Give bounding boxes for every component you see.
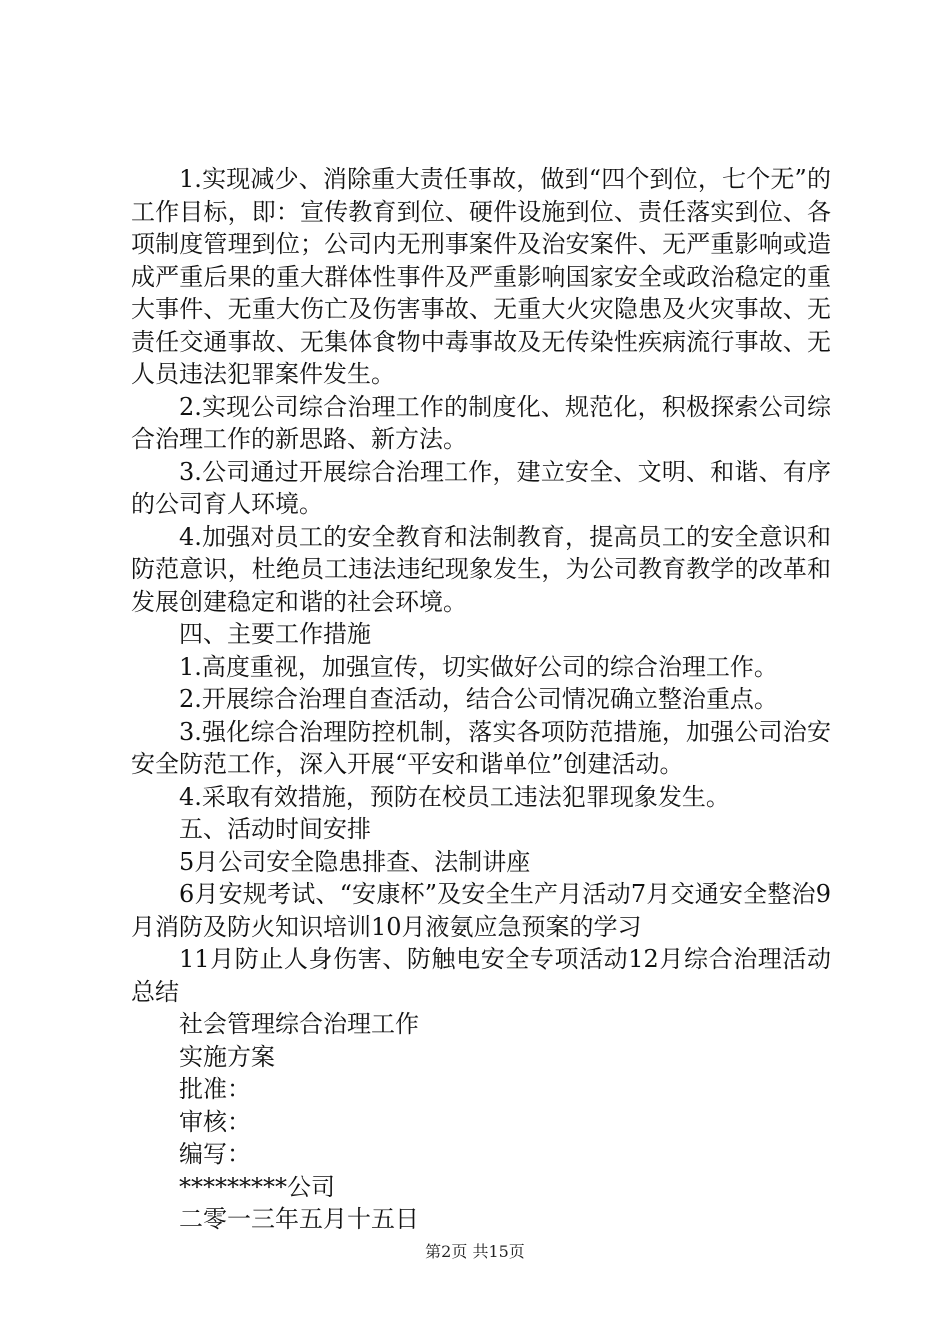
approval-line: 批准： — [179, 1075, 251, 1103]
paragraph-measure-3: 3.强化综合治理防控机制，落实各项防范措施，加强公司治安安全防范工作，深入开展“平安和谐单位”创建活动。 — [131, 717, 831, 778]
paragraph-goal-1: 1.实现减少、消除重大责任事故，做到“四个到位，七个无”的工作目标，即：宣传教育到位、硬件设施到位、责任落实到位、各项制度管理到位；公司内无刑事案件及治安案件、无严重影响或造成严重后果的重大群体性事件及严重影响国家安全或政治稳定的重大事件、无重大伤亡及伤害事故、无重大火灾隐患及火灾事故、无责任交通事故、无集体食物中毒事故及无传染性疾病流行事故、无人员违法犯罪案件发生。 — [131, 165, 831, 388]
paragraph-measure-4: 4.采取有效措施，预防在校员工违法犯罪现象发生。 — [179, 782, 730, 811]
paragraph-measure-1: 1.高度重视，加强宣传，切实做好公司的综合治理工作。 — [179, 652, 778, 681]
author-line: 编写： — [179, 1140, 251, 1168]
paragraph-schedule-june-october: 6月安规考试、“安康杯”及安全生产月活动7月交通安全整治9月消防及防火知识培训10月液氨应急预案的学习 — [131, 880, 831, 941]
section-heading-measures: 四、主要工作措施 — [179, 620, 371, 648]
document-body — [131, 163, 831, 1236]
paragraph-goal-4: 4.加强对员工的安全教育和法制教育，提高员工的安全意识和防范意识，杜绝员工违法违纪现象发生，为公司教育教学的改革和发展创建稳定和谐的社会环境。 — [131, 522, 831, 616]
document-title-line-2: 实施方案 — [179, 1042, 275, 1071]
page-number-footer: 第2页 共15页 — [425, 1242, 525, 1261]
paragraph-schedule-november-december: 11月防止人身伤害、防触电安全专项活动12月综合治理活动总结 — [131, 945, 831, 1006]
paragraph-measure-2: 2.开展综合治理自查活动，结合公司情况确立整治重点。 — [179, 685, 778, 713]
company-line: *********公司 — [179, 1172, 335, 1201]
date-line: 二零一三年五月十五日 — [179, 1205, 419, 1233]
section-heading-schedule: 五、活动时间安排 — [179, 815, 371, 843]
review-line: 审核： — [179, 1107, 251, 1136]
document-title-line-1: 社会管理综合治理工作 — [179, 1010, 419, 1038]
paragraph-goal-3: 3.公司通过开展综合治理工作，建立安全、文明、和谐、有序的公司育人环境。 — [131, 457, 831, 518]
paragraph-schedule-may: 5月公司安全隐患排查、法制讲座 — [179, 847, 531, 876]
paragraph-goal-2: 2.实现公司综合治理工作的制度化、规范化，积极探索公司综合治理工作的新思路、新方法。 — [131, 392, 831, 453]
